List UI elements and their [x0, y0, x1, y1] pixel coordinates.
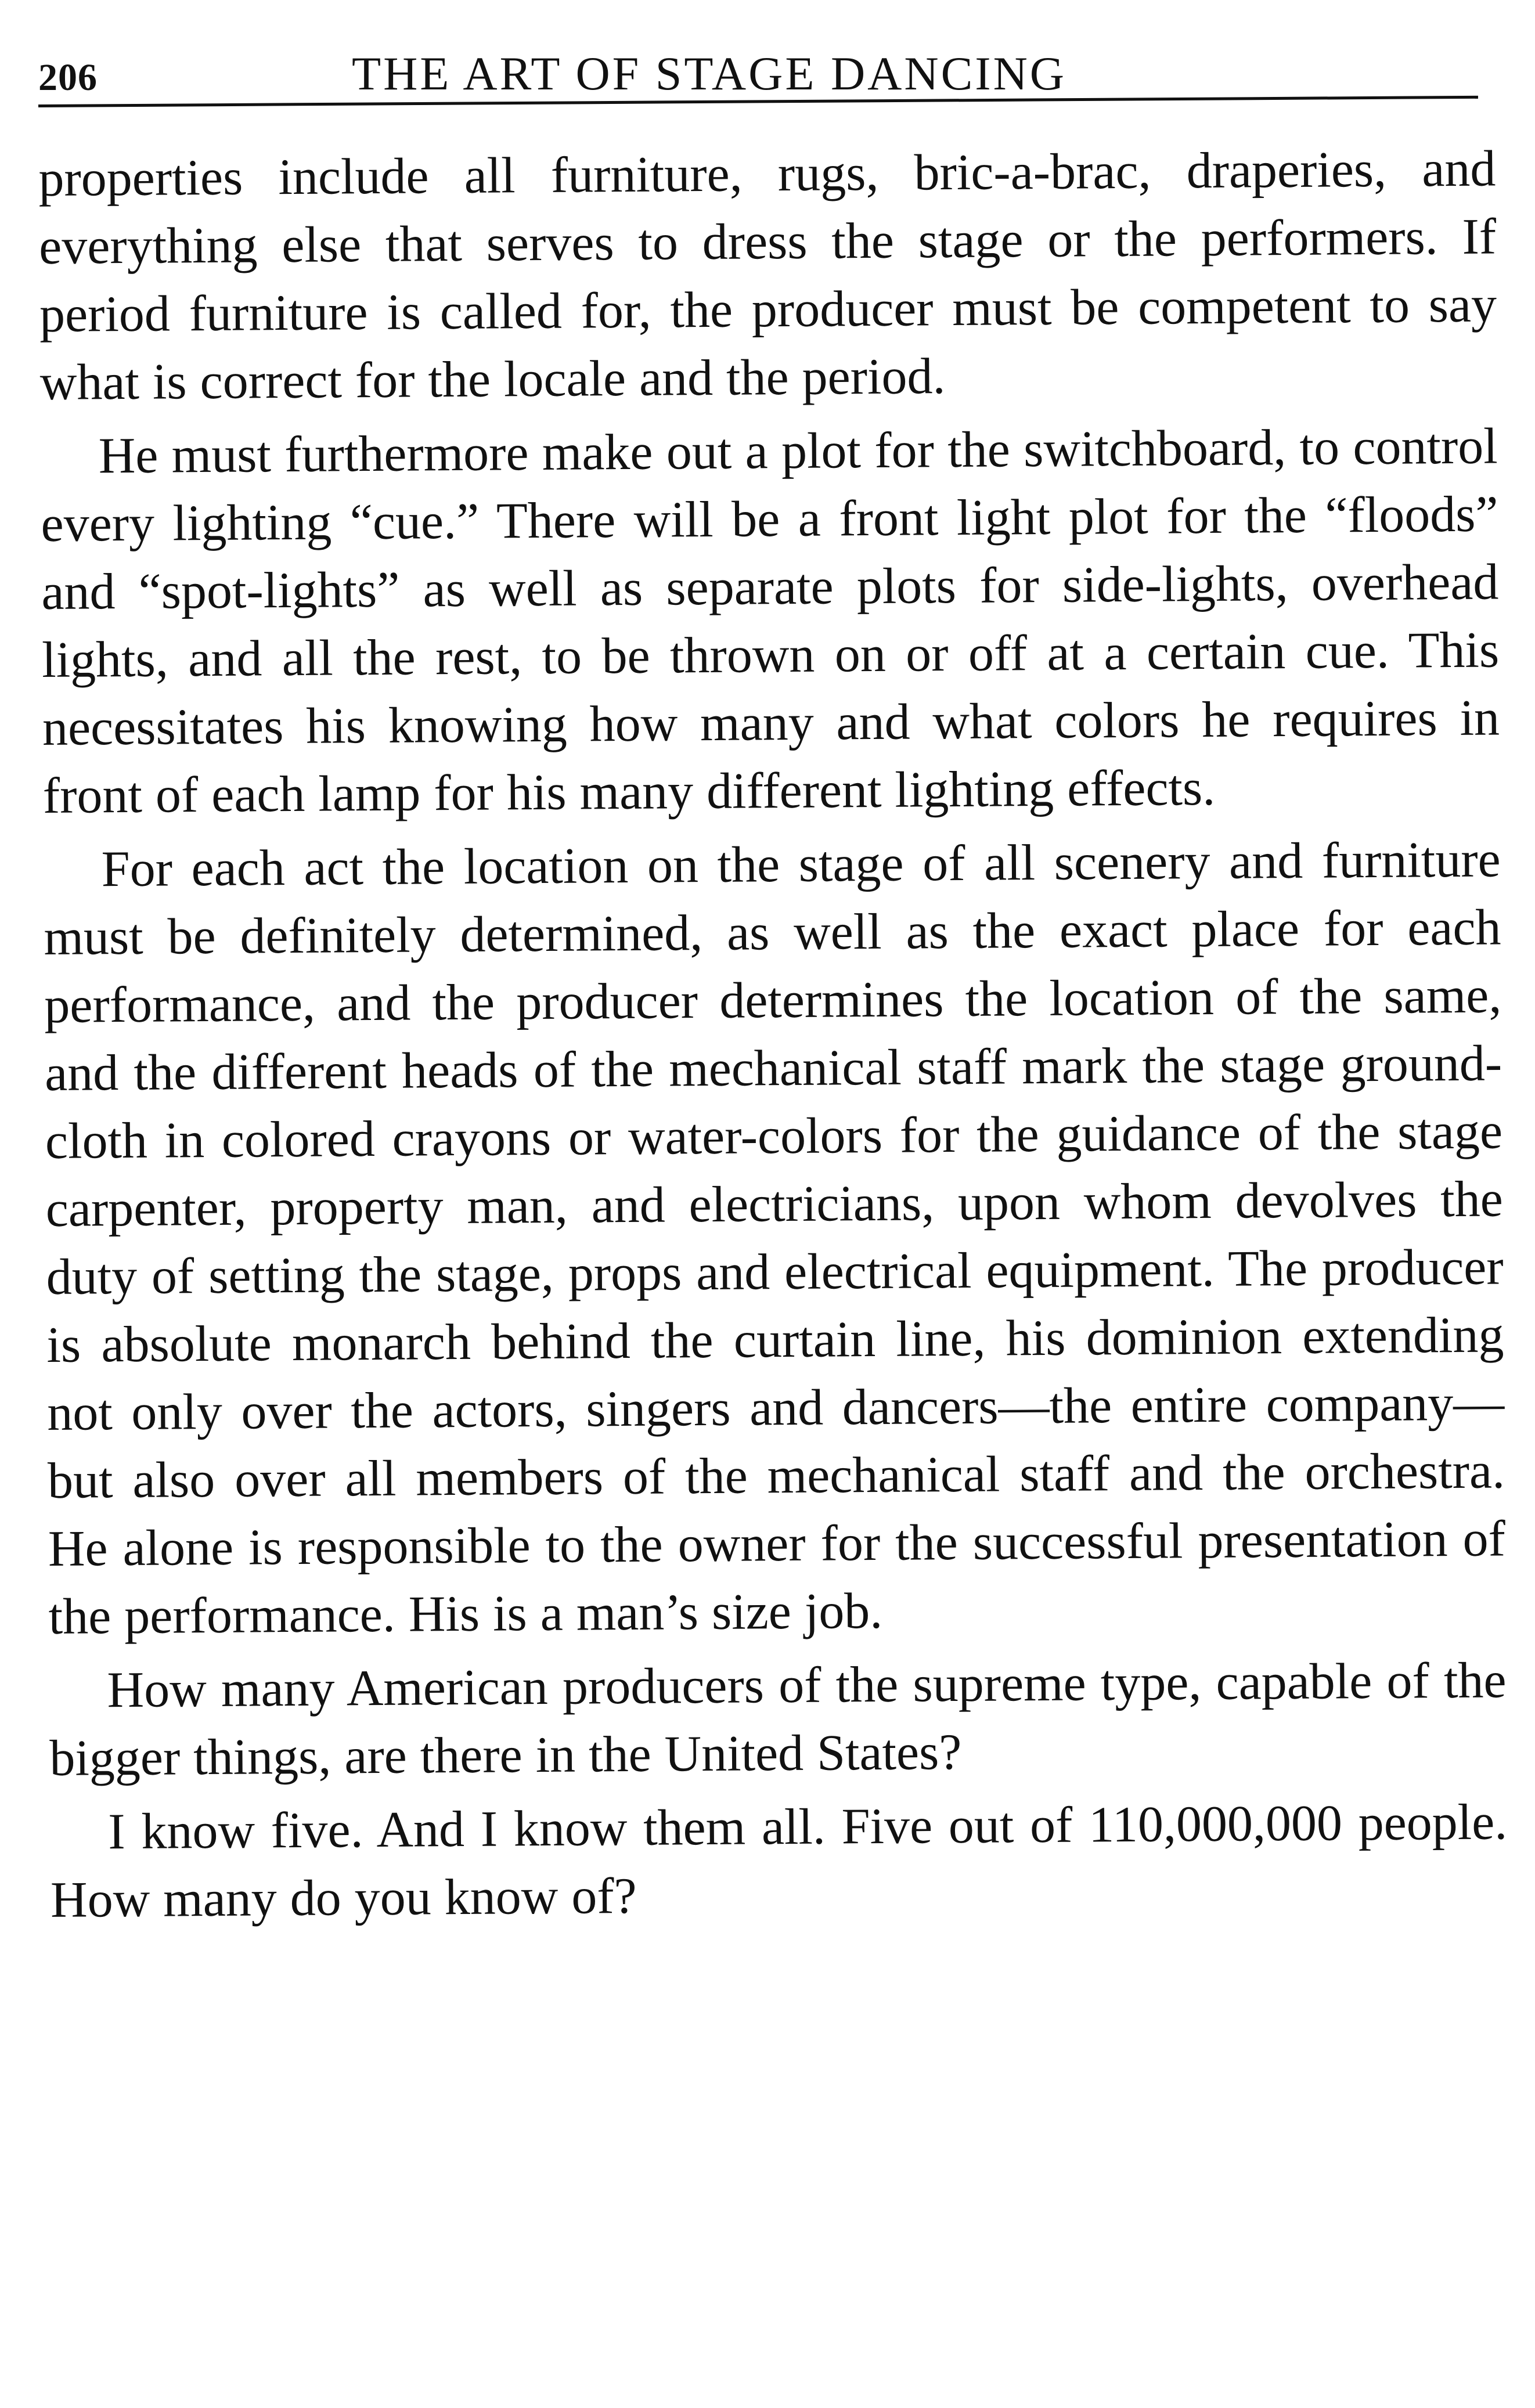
- paragraph-i-know-five: I know five. And I know them all. Five out of 110,000,000 people. How many do you know of?: [50, 1794, 1508, 1928]
- paragraph-american-producers: How many American producers of the supreme type, capable of the bigger things, are there in the United States?: [49, 1652, 1507, 1787]
- paragraph-properties: properties include all furniture, rugs, bric-a-brac, draperies, and everything else that serves to dress the stage or the performers. If period furniture is called for, the producer must be competent to say what is correct for the locale and the period.: [38, 140, 1497, 411]
- page-number: 206: [38, 56, 98, 99]
- running-title: THE ART OF STAGE DANCING: [352, 47, 1067, 100]
- running-head: [38, 23, 1478, 110]
- body-text: [38, 135, 1508, 1940]
- paragraph-stage-location: For each act the location on the stage of all scenery and furniture must be definitely determined, as well as the exact place for each performance, and the producer determines the location of the same, and the different heads of the mechanical staff mark the stage ground-cloth in colored crayons or water-colors for the guidance of the stage carpenter, property man, and electricians, upon whom devolves the duty of setting the stage, props and electrical equipment. The producer is absolute monarch behind the curtain line, his dominion extending not only over the actors, singers and dancers—the entire company—but also over all members of the mechanical staff and the orchestra. He alone is responsible to the owner for the successful presentation of the performance. His is a man’s size job.: [44, 831, 1506, 1645]
- paragraph-lighting-plot: He must furthermore make out a plot for the switchboard, to control every lighting “cue.” There will be a front light plot for the “floods” and “spot-lights” as well as separate plots for side-lights, overhead lights, and all the rest, to be thrown on or off at a certain cue. This necessitates his knowing how many and what colors he requires in front of each lamp for his many different lighting effects.: [41, 418, 1500, 824]
